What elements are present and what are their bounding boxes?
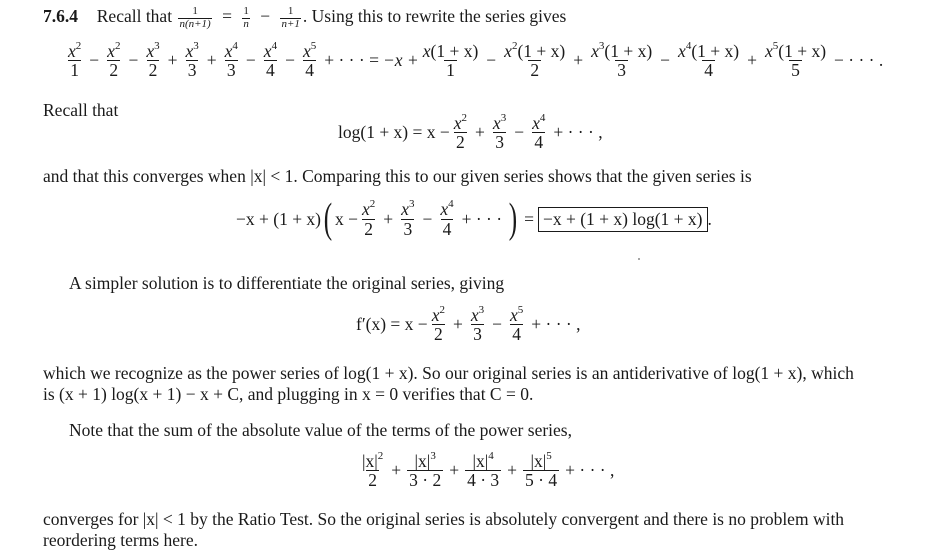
- fraction-numerator: [183, 42, 200, 60]
- fraction-denominator: 3: [187, 60, 197, 81]
- exponent: 2: [511, 40, 518, 52]
- inner-term-fraction: [438, 200, 455, 238]
- fraction-denominator: 5 · 4: [525, 470, 558, 491]
- numerator-base: |x|: [530, 451, 547, 471]
- numerator-expression: [473, 451, 494, 471]
- operator: −: [285, 50, 295, 71]
- numerator-expression: [493, 113, 506, 133]
- recall-that-2-text: Recall that: [43, 100, 119, 120]
- fraction-numerator: [262, 42, 279, 60]
- numerator-base: x: [185, 41, 194, 61]
- lhs-term-fraction: [223, 42, 240, 80]
- numerator-expression: [225, 41, 238, 61]
- fraction-denominator: 1: [70, 60, 80, 81]
- operator: −: [89, 50, 100, 71]
- exponent: 2: [114, 40, 121, 52]
- numerator-expression: [471, 305, 484, 325]
- operator: −: [422, 208, 433, 229]
- numerator-base: x: [470, 305, 479, 325]
- operator: +: [573, 50, 584, 71]
- numerator-base: x: [107, 41, 115, 61]
- lhs-term-fraction: [105, 42, 122, 80]
- recognize-text-line-2: is (x + 1) log(x + 1) − x + C, and plugging in x = 0 verifies that C = 0.: [43, 384, 534, 404]
- abs-term-fraction: [523, 452, 559, 490]
- lhs-term-fraction: [262, 42, 279, 80]
- left-paren: (: [323, 196, 333, 242]
- final-text-line-1: converges for |x| < 1 by the Ratio Test. So the original series is absolutely convergent and there is no problem with: [43, 509, 845, 529]
- operator: +: [452, 314, 463, 335]
- operator: +: [206, 50, 217, 71]
- operator: +: [475, 122, 485, 143]
- fraction-denominator: 2: [433, 324, 443, 345]
- fraction-denominator: 2: [109, 60, 119, 81]
- numerator-base: x: [401, 199, 409, 220]
- result-trailing: .: [707, 208, 712, 229]
- numerator-base: x: [302, 41, 311, 61]
- operator: −: [486, 50, 497, 71]
- numerator-expression: [440, 199, 453, 219]
- fraction-numerator: [502, 42, 567, 60]
- derivative-equation: [356, 306, 585, 344]
- fraction-numerator: [301, 42, 318, 60]
- numerator-expression: [591, 41, 652, 61]
- simpler-solution-text: A simpler solution is to differentiate the original series, giving: [69, 273, 505, 293]
- numerator-base: x: [591, 41, 599, 61]
- fraction-denominator: 1: [446, 60, 455, 81]
- operator: −: [245, 50, 256, 71]
- operator: +: [383, 208, 394, 229]
- fraction-denominator: 3: [495, 132, 504, 153]
- right-paren: ): [508, 196, 518, 242]
- numerator-expression: [532, 113, 545, 133]
- numerator-tail: (1 + x): [691, 41, 740, 61]
- fraction-numerator: [589, 42, 654, 60]
- fraction-numerator: [508, 306, 525, 324]
- numerator-expression: [530, 451, 551, 471]
- fraction-numerator: [471, 452, 496, 470]
- fraction-denominator: 2: [530, 60, 540, 81]
- rhs-term-fraction: [763, 42, 828, 80]
- numerator-base: x: [764, 41, 773, 61]
- identity-term-a: $\frac{1}{n}$: [243, 5, 249, 30]
- fraction-denominator: 2: [364, 218, 374, 239]
- operator: + · · ·: [461, 208, 503, 229]
- fraction-denominator: 3: [403, 218, 413, 239]
- fraction-denominator: 4: [442, 218, 452, 239]
- fraction-denominator: 5: [791, 60, 800, 81]
- exponent: 5: [517, 304, 524, 316]
- numerator-base: x: [224, 41, 233, 61]
- fraction-numerator: [399, 200, 416, 218]
- fraction-denominator: 3: [617, 60, 626, 81]
- exponent: 5: [772, 40, 779, 52]
- numerator-expression: [362, 451, 383, 471]
- numerator-base: x: [263, 41, 272, 61]
- numerator-expression: [303, 41, 316, 61]
- numerator-expression: [432, 305, 445, 325]
- operator: =: [524, 208, 534, 229]
- fraction-denominator: 3: [473, 324, 482, 345]
- numerator-base: x: [492, 113, 501, 133]
- lhs-term-fraction: [144, 42, 161, 80]
- derivative-term-fraction: [508, 306, 525, 344]
- fraction-denominator: 4: [266, 60, 275, 81]
- operator: + · · · ,: [531, 314, 581, 335]
- exponent: 3: [598, 40, 605, 52]
- numerator-expression: [146, 41, 159, 61]
- inner-term-fraction: [360, 200, 377, 238]
- numerator-expression: [362, 199, 375, 219]
- recognize-text-line-1: which we recognize as the power series of log(1 + x). So our original series is an antiderivative of log(1 + x), which: [43, 363, 854, 383]
- exponent: 2: [369, 198, 376, 211]
- operator: −: [492, 314, 502, 335]
- final-text-line-2: reordering terms here.: [43, 530, 198, 550]
- operator: −: [660, 50, 671, 71]
- numerator-base: |x|: [362, 451, 378, 471]
- exponent: 4: [448, 198, 454, 211]
- operator: +: [507, 460, 518, 481]
- operator: + · · · =: [324, 50, 379, 71]
- rhs-term-fraction: [502, 42, 567, 80]
- numerator-expression: [504, 41, 565, 61]
- result-equation: [236, 198, 712, 240]
- identity-term-b: $\frac{1}{n+1}$: [281, 5, 300, 30]
- fraction-denominator: 4 · 3: [467, 470, 500, 491]
- fraction-numerator: [66, 42, 83, 60]
- fraction-numerator: [452, 114, 469, 132]
- numerator-tail: (1 + x): [604, 41, 653, 61]
- note-text: Note that the sum of the absolute value of the terms of the power series,: [69, 420, 572, 440]
- numerator-expression: [765, 41, 826, 61]
- numerator-base: x: [504, 41, 512, 61]
- log-series-equation: [338, 114, 607, 152]
- numerator-base: |x|: [472, 451, 489, 471]
- log-series-lhs: log(1 + x) = x −: [338, 122, 450, 143]
- fraction-numerator: [144, 42, 161, 60]
- derivative-term-fraction: [469, 306, 486, 344]
- scan-speck: [638, 258, 640, 260]
- abs-term-fraction: [465, 452, 501, 490]
- lhs-term-fraction: [183, 42, 200, 80]
- numerator-expression: [510, 305, 523, 325]
- exponent: 4: [271, 40, 278, 52]
- numerator-expression: [264, 41, 277, 61]
- numerator-expression: [68, 41, 81, 61]
- numerator-base: x: [510, 305, 518, 325]
- lhs-term-fraction: [66, 42, 83, 80]
- numerator-expression: [185, 41, 198, 61]
- fraction-denominator: 4: [704, 60, 713, 81]
- numerator-base: |x|: [414, 451, 431, 471]
- fraction-numerator: [360, 452, 385, 470]
- exponent: 2: [75, 40, 82, 52]
- fraction-numerator: [491, 114, 508, 132]
- exponent: 2: [439, 304, 445, 316]
- abs-term-fraction: [407, 452, 443, 490]
- numerator-base: x: [422, 41, 431, 61]
- intro-line: 7.6.4 Recall that $\frac{1}{n(n+1)}$ = $\frac{1}{n}$ − $\frac{1}{n+1}$ . Using this to rewrite the series gives: [43, 5, 567, 30]
- fraction-denominator: 2: [148, 60, 158, 81]
- fraction-numerator: [530, 114, 547, 132]
- fraction-numerator: [430, 306, 447, 324]
- recall-that-text: Recall that: [96, 6, 173, 27]
- exponent: 3: [478, 304, 485, 316]
- fraction-denominator: 4: [512, 324, 522, 345]
- fraction-denominator: 3 · 2: [409, 470, 442, 491]
- operator: +: [449, 460, 460, 481]
- operator: +: [747, 50, 757, 71]
- operator: − · · · .: [834, 50, 884, 71]
- operator: −: [514, 122, 525, 143]
- numerator-tail: (1 + x): [430, 41, 479, 61]
- exponent: 3: [154, 40, 160, 52]
- fraction-numerator: [528, 452, 553, 470]
- absolute-value-series: [358, 452, 618, 490]
- log-term-fraction: [452, 114, 469, 152]
- fraction-denominator: 4: [305, 60, 314, 81]
- converges-text: and that this converges when |x| < 1. Comparing this to our given series shows that the given series is: [43, 166, 752, 186]
- operator: + · · · ,: [565, 460, 615, 481]
- numerator-tail: (1 + x): [517, 41, 566, 61]
- derivative-lhs: f′(x) = x −: [356, 314, 428, 335]
- operator: + · · · ,: [553, 122, 603, 143]
- boxed-answer: −x + (1 + x) log(1 + x): [538, 207, 708, 232]
- rewritten-series-equation: [64, 42, 887, 80]
- fraction-numerator: [421, 42, 481, 60]
- exponent: 2: [377, 450, 384, 462]
- fraction-denominator: 3: [226, 60, 236, 81]
- numerator-expression: [678, 41, 739, 61]
- fraction-denominator: 2: [368, 470, 377, 491]
- derivative-term-fraction: [430, 306, 447, 344]
- exponent: 3: [500, 112, 507, 124]
- exponent: 4: [685, 40, 692, 52]
- log-term-fraction: [530, 114, 547, 152]
- fraction-denominator: 2: [456, 132, 465, 153]
- fraction-numerator: [413, 452, 438, 470]
- fraction-denominator: 4: [534, 132, 544, 153]
- rhs-term-fraction: [421, 42, 481, 80]
- numerator-tail: (1 + x): [778, 41, 827, 61]
- numerator-base: x: [678, 41, 686, 61]
- intro-tail-text: . Using this to rewrite the series gives: [302, 6, 567, 27]
- fraction-numerator: [763, 42, 828, 60]
- numerator-base: x: [453, 113, 462, 133]
- numerator-expression: [423, 41, 479, 61]
- numerator-base: x: [362, 199, 370, 220]
- lhs-term-fraction: [301, 42, 318, 80]
- numerator-base: x: [431, 305, 440, 325]
- fraction-numerator: [105, 42, 122, 60]
- operator: +: [391, 460, 402, 481]
- numerator-base: x: [146, 41, 155, 61]
- fraction-numerator: [469, 306, 486, 324]
- fraction-numerator: [360, 200, 377, 218]
- numerator-expression: [415, 451, 436, 471]
- inner-lead: x −: [335, 208, 359, 229]
- fraction-numerator: [676, 42, 741, 60]
- exponent: 5: [546, 450, 552, 462]
- numerator-expression: [454, 113, 467, 133]
- operator: +: [167, 50, 178, 71]
- exponent: 5: [310, 40, 317, 52]
- result-lead: −x + (1 + x): [236, 208, 322, 229]
- operator: −: [128, 50, 139, 71]
- exponent: 4: [539, 112, 546, 124]
- numerator-base: x: [440, 199, 449, 220]
- section-number: 7.6.4: [43, 6, 78, 27]
- exponent: 3: [430, 450, 436, 462]
- exponent: 2: [461, 112, 468, 124]
- abs-term-fraction: [360, 452, 385, 490]
- exponent: 3: [408, 198, 415, 211]
- rhs-term-fraction: [676, 42, 741, 80]
- fraction-numerator: [223, 42, 240, 60]
- rhs-lead: −x +: [382, 50, 419, 71]
- numerator-expression: [107, 41, 120, 61]
- rhs-term-fraction: [589, 42, 654, 80]
- numerator-base: x: [68, 41, 76, 61]
- exponent: 4: [232, 40, 238, 52]
- identity-lhs-fraction: $\frac{1}{n(n+1)}$: [179, 5, 211, 30]
- log-term-fraction: [491, 114, 508, 152]
- numerator-expression: [401, 199, 414, 219]
- numerator-base: x: [532, 113, 540, 133]
- exponent: 4: [488, 450, 494, 462]
- fraction-numerator: [438, 200, 455, 218]
- exponent: 3: [193, 40, 199, 52]
- inner-term-fraction: [399, 200, 416, 238]
